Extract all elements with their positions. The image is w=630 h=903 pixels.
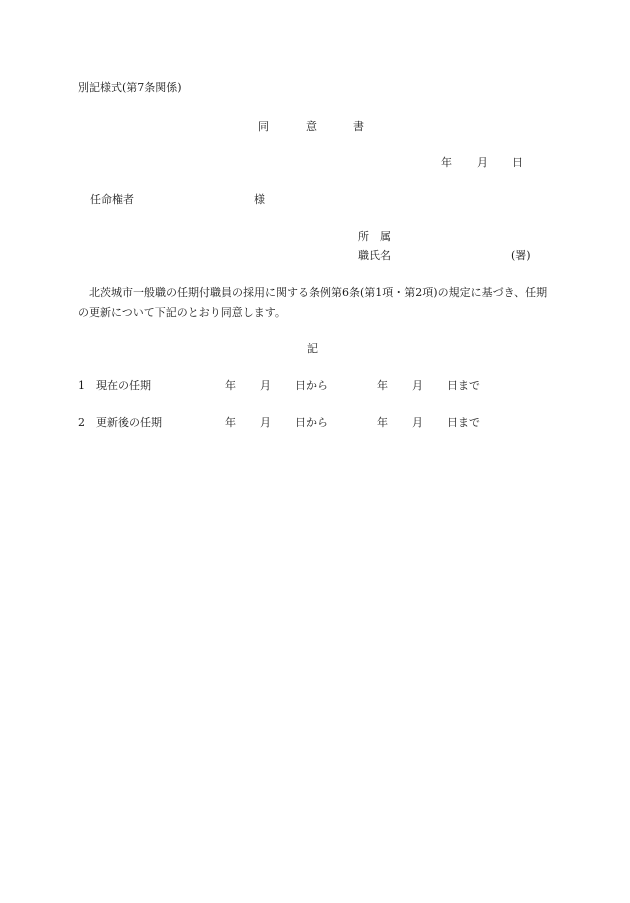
item-label: 更新後の任期 xyxy=(96,416,162,429)
date-day: 日 xyxy=(512,156,523,169)
addressee-label: 任命権者 xyxy=(90,193,134,206)
from-month: 月 xyxy=(260,379,271,392)
title-char-3: 書 xyxy=(353,120,364,133)
date-year: 年 xyxy=(441,156,452,169)
ki-heading: 記 xyxy=(307,342,318,355)
from-day: 日から xyxy=(295,416,328,429)
to-year: 年 xyxy=(377,416,388,429)
date-month: 月 xyxy=(477,156,488,169)
addressee-honorific: 様 xyxy=(254,193,265,206)
from-year: 年 xyxy=(225,379,236,392)
name-label: 職氏名 xyxy=(358,249,391,262)
title-char-2: 意 xyxy=(306,120,317,133)
item-number: 2 xyxy=(78,416,85,429)
title-char-1: 同 xyxy=(258,120,269,133)
consent-paragraph: 北茨城市一般職の任期付職員の採用に関する条例第6条(第1項・第2項)の規定に基づき、任期の更新について下記のとおり同意します。 xyxy=(78,286,548,319)
affiliation-label: 所 属 xyxy=(358,230,391,243)
item-number: 1 xyxy=(78,379,85,392)
to-year: 年 xyxy=(377,379,388,392)
from-day: 日から xyxy=(295,379,328,392)
from-year: 年 xyxy=(225,416,236,429)
from-month: 月 xyxy=(260,416,271,429)
to-month: 月 xyxy=(412,379,423,392)
to-month: 月 xyxy=(412,416,423,429)
signature-mark: (署) xyxy=(511,249,531,262)
to-day: 日まで xyxy=(447,416,480,429)
item-label: 現在の任期 xyxy=(96,379,151,392)
form-label: 別記様式(第7条関係) xyxy=(78,81,182,94)
to-day: 日まで xyxy=(447,379,480,392)
